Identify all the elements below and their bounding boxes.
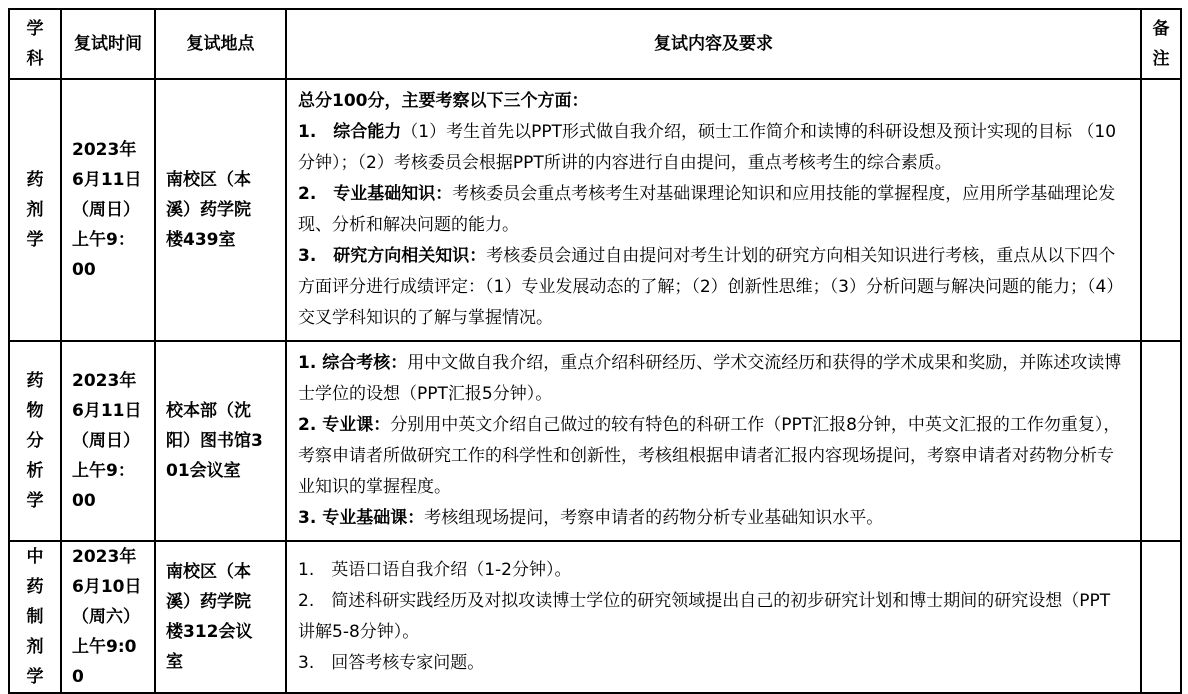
time-cell: 2023年6月10日（周六）上午9:00 [61, 541, 155, 693]
subject-cell: 药物分析学 [9, 341, 61, 541]
content-paragraph [298, 555, 1126, 586]
content-body: 3. 回答考核专家问题。 [298, 653, 485, 673]
location-cell: 校本部（沈阳）图书馆301会议室 [155, 341, 286, 541]
content-cell [286, 541, 1141, 693]
content-paragraph [298, 648, 1126, 679]
header-cell-location: 复试地点 [155, 9, 286, 79]
content-body: （1）考生首先以PPT形式做自我介绍，硕士工作简介和读博的科研设想及预计实现的目标 （10分钟）；（2）考核委员会根据PPT所讲的内容进行自由提问，重点考核考生的综合素质。 [298, 122, 1117, 173]
time-cell: 2023年6月11日（周日）上午9：00 [61, 341, 155, 541]
header-cell-subject: 学科 [9, 9, 61, 79]
content-body: 考核委员会通过自由提问对考生计划的研究方向相关知识进行考核，重点从以下四个方面评分进行成绩评定：（1）专业发展动态的了解；（2）创新性思维；（3）分析问题与解决问题的能力；（4）交叉学科知识的了解与掌握情况。 [298, 246, 1124, 328]
content-lead: 3. 研究方向相关知识： [298, 246, 487, 266]
content-body: 考核委员会重点考核考生对基础课理论知识和应用技能的掌握程度，应用所学基础理论发现、分析和解决问题的能力。 [298, 184, 1116, 235]
content-lead: 总分100分，主要考察以下三个方面： [298, 91, 589, 111]
location-cell: 南校区（本溪）药学院楼312会议室 [155, 541, 286, 693]
content-body: 分别用中英文介绍自己做过的较有特色的科研工作（PPT汇报8分钟，中英文汇报的工作勿重复），考察申请者所做研究工作的科学性和创新性，考核组根据申请者汇报内容现场提问，考察申请者对药物分析专业知识的掌握程度。 [298, 415, 1121, 497]
table-header-row [9, 9, 1181, 79]
header-cell-note: 备注 [1141, 9, 1181, 79]
content-lead: 1. 综合能力 [298, 122, 402, 142]
content-lead: 2. 专业课： [298, 415, 391, 435]
exam-schedule-table [8, 8, 1182, 694]
header-cell-content: 复试内容及要求 [286, 9, 1141, 79]
content-cell [286, 79, 1141, 341]
table-row-pharmaceutics [9, 79, 1181, 341]
table-row-pharmaceutical-analysis [9, 341, 1181, 541]
content-paragraph [298, 348, 1126, 410]
content-lead: 3. 专业基础课： [298, 508, 425, 528]
content-paragraph [298, 86, 1126, 117]
content-paragraph [298, 503, 1126, 534]
content-paragraph [298, 179, 1126, 241]
content-paragraph [298, 586, 1126, 648]
content-paragraph [298, 410, 1126, 503]
content-body: 2. 简述科研实践经历及对拟攻读博士学位的研究领域提出自己的初步研究计划和博士期间的研究设想（PPT讲解5-8分钟）。 [298, 591, 1111, 642]
content-body: 1. 英语口语自我介绍（1-2分钟）。 [298, 560, 572, 580]
note-cell [1141, 79, 1181, 341]
subject-cell: 中药制剂学 [9, 541, 61, 693]
content-body: 考核组现场提问，考察申请者的药物分析专业基础知识水平。 [424, 508, 884, 528]
location-cell: 南校区（本溪）药学院楼439室 [155, 79, 286, 341]
note-cell [1141, 341, 1181, 541]
note-cell [1141, 541, 1181, 693]
content-lead: 2. 专业基础知识： [298, 184, 453, 204]
content-paragraph [298, 117, 1126, 179]
content-lead: 1. 综合考核： [298, 353, 408, 373]
subject-cell: 药剂学 [9, 79, 61, 341]
header-cell-time: 复试时间 [61, 9, 155, 79]
content-paragraph [298, 241, 1126, 334]
table-row-tcm-preparation [9, 541, 1181, 693]
content-cell [286, 341, 1141, 541]
content-body: 用中文做自我介绍，重点介绍科研经历、学术交流经历和获得的学术成果和奖励，并陈述攻读博士学位的设想（PPT汇报5分钟）。 [298, 353, 1122, 404]
time-cell: 2023年6月11日（周日）上午9：00 [61, 79, 155, 341]
